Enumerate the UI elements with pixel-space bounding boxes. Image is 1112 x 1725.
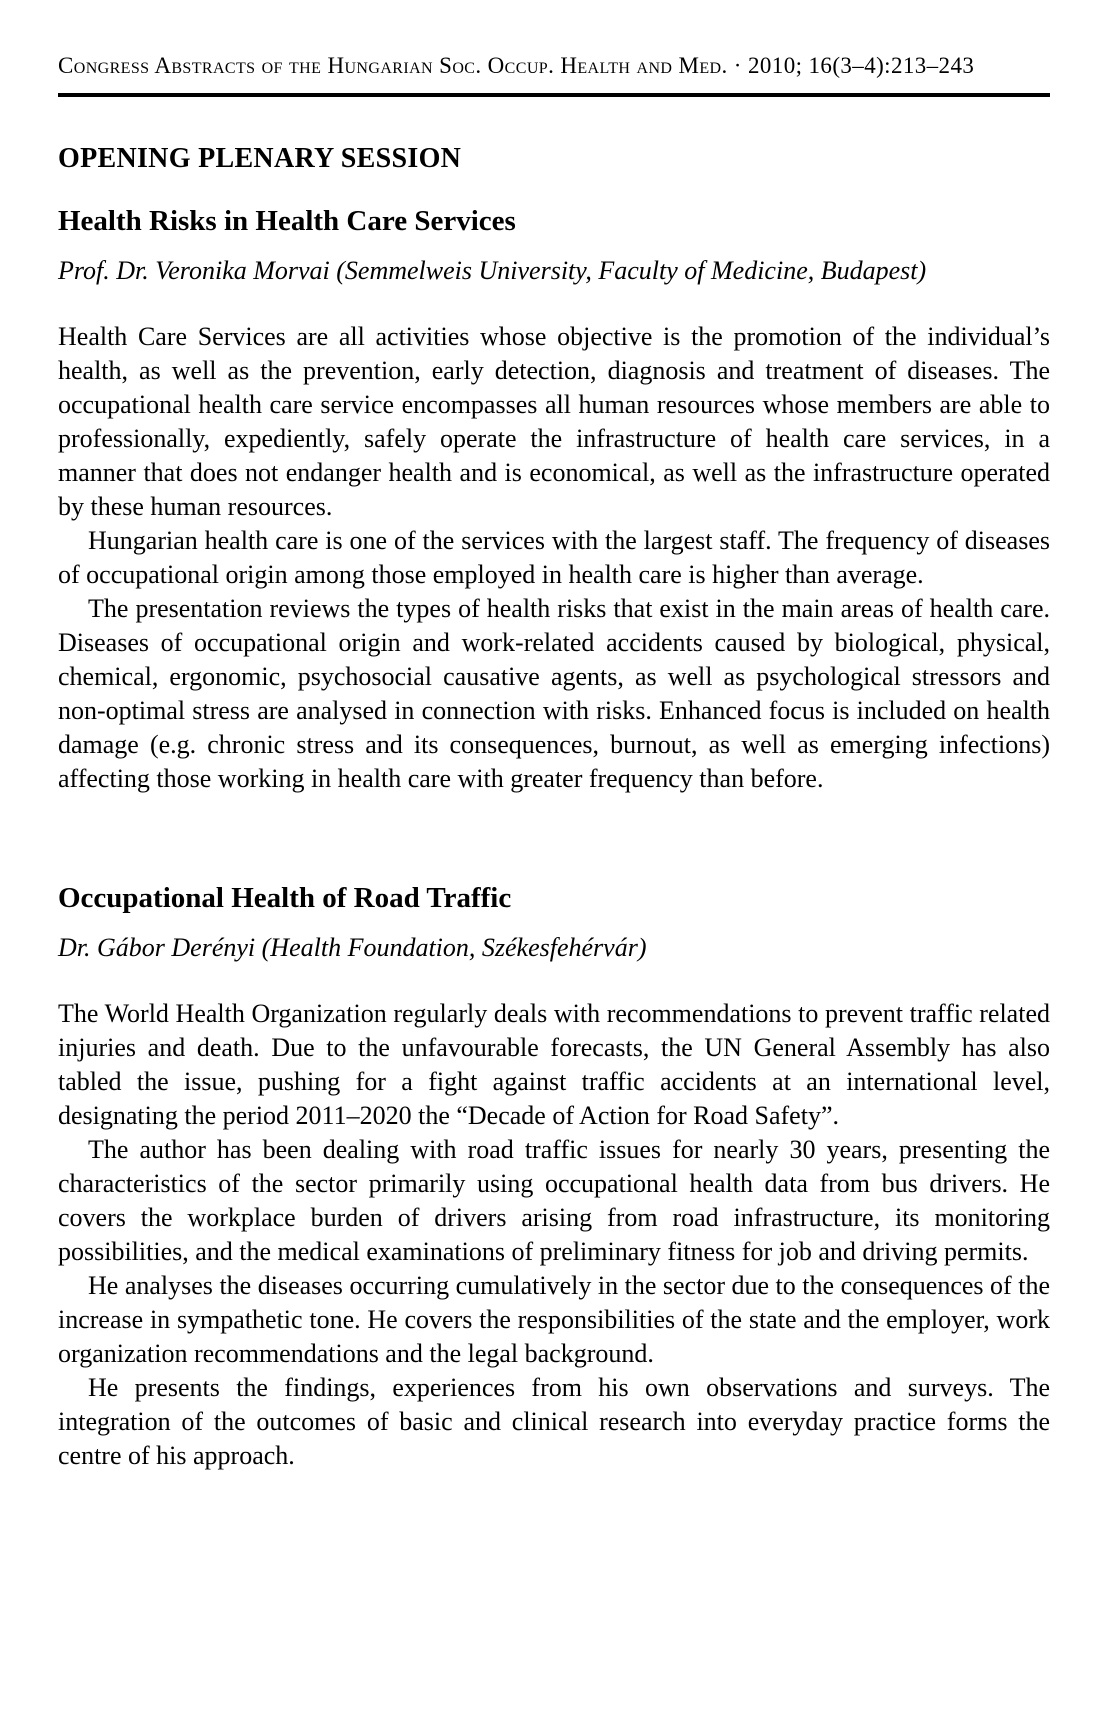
- abstract-body: [58, 997, 1050, 1473]
- abstract-authors: Dr. Gábor Derényi (Health Foundation, Székesfehérvár): [58, 933, 647, 962]
- journal-citation: Congress Abstracts of the Hungarian Soc. Occup. Health and Med. · 2010; 16(3–4):213–243: [58, 53, 975, 78]
- abstract-paragraph: The author has been dealing with road traffic issues for nearly 30 years, presenting the characteristics of the sector primarily using occupational health data from bus drivers. He covers the workplace burden of drivers arising from road infrastructure, its monitoring possibilities, and the medical examinations of preliminary fitness for job and driving permits.: [58, 1135, 1050, 1266]
- abstract-title: Occupational Health of Road Traffic: [58, 882, 512, 914]
- abstract-paragraph: The World Health Organization regularly deals with recommendations to prevent traffic related injuries and death. Due to the unfavourable forecasts, the UN General Assembly has also tabled the issue, pushing for a fight against traffic accidents at an international level, designating the period 2011–2020 the “Decade of Action for Road Safety”.: [58, 999, 1050, 1130]
- abstract-health-risks: [58, 203, 1050, 796]
- abstract-body: [58, 320, 1050, 796]
- abstract-road-traffic: [58, 880, 1050, 1473]
- abstract-paragraph: Hungarian health care is one of the services with the largest staff. The frequency of diseases of occupational origin among those employed in health care is higher than average.: [58, 526, 1050, 589]
- session-heading: OPENING PLENARY SESSION: [58, 143, 462, 174]
- abstract-paragraph: The presentation reviews the types of health risks that exist in the main areas of health care. Diseases of occupational origin and work-related accidents caused by biological, physical, chemical, ergonomic, psychosocial causative agents, as well as psychological stressors and non-optimal stress are analysed in connection with risks. Enhanced focus is included on health damage (e.g. chronic stress and its consequences, burnout, as well as emerging infections) affecting those working in health care with greater frequency than before.: [58, 594, 1050, 793]
- abstract-paragraph: He presents the findings, experiences from his own observations and surveys. The integration of the outcomes of basic and clinical research into everyday practice forms the centre of his approach.: [58, 1373, 1050, 1470]
- running-header: [58, 52, 1050, 80]
- header-rule: [58, 93, 1050, 97]
- abstract-paragraph: He analyses the diseases occurring cumulatively in the sector due to the consequences of the increase in sympathetic tone. He covers the responsibilities of the state and the employer, work organization recommendations and the legal background.: [58, 1271, 1050, 1368]
- abstract-title: Health Risks in Health Care Services: [58, 205, 516, 237]
- abstract-authors: Prof. Dr. Veronika Morvai (Semmelweis University, Faculty of Medicine, Budapest): [58, 256, 927, 285]
- abstract-paragraph: Health Care Services are all activities whose objective is the promotion of the individual’s health, as well as the prevention, early detection, diagnosis and treatment of diseases. The occupational health care service encompasses all human resources whose members are able to professionally, expediently, safely operate the infrastructure of health care services, in a manner that does not endanger health and is economical, as well as the infrastructure operated by these human resources.: [58, 322, 1050, 521]
